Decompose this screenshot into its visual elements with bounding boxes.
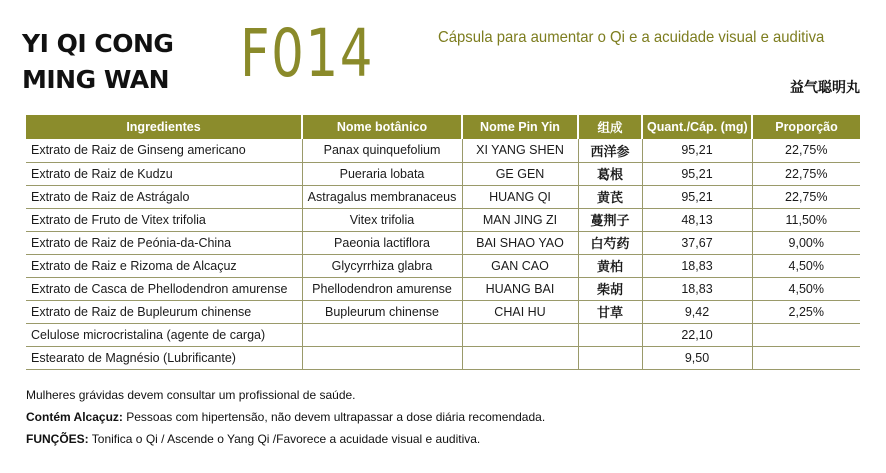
botanical-cell: Bupleurum chinense: [302, 300, 462, 323]
chinese-cell: 西洋参: [578, 139, 642, 162]
proportion-cell: 4,50%: [752, 254, 860, 277]
pinyin-cell: XI YANG SHEN: [462, 139, 578, 162]
column-header-botanical-name: Nome botânico: [302, 115, 462, 139]
column-header-pinyin-name: Nome Pin Yin: [462, 115, 578, 139]
botanical-cell: Phellodendron amurense: [302, 277, 462, 300]
botanical-cell: Glycyrrhiza glabra: [302, 254, 462, 277]
pinyin-cell: HUANG QI: [462, 185, 578, 208]
quantity-cell: 48,13: [642, 208, 752, 231]
ingredient-cell: Extrato de Casca de Phellodendron amurense: [26, 277, 302, 300]
table-row: [26, 277, 860, 300]
pinyin-cell: GAN CAO: [462, 254, 578, 277]
functions-label: FUNÇÕES:: [26, 432, 89, 446]
table-row: [26, 139, 860, 162]
botanical-cell: [302, 346, 462, 369]
pregnancy-warning: Mulheres grávidas devem consultar um profissional de saúde.: [26, 388, 356, 402]
column-header-chinese: 组成: [578, 115, 642, 139]
ingredient-cell: Extrato de Raiz e Rizoma de Alcaçuz: [26, 254, 302, 277]
botanical-cell: Astragalus membranaceus: [302, 185, 462, 208]
ingredient-cell: Extrato de Raiz de Bupleurum chinense: [26, 300, 302, 323]
quantity-cell: 95,21: [642, 139, 752, 162]
chinese-cell: 甘草: [578, 300, 642, 323]
notes-section: [26, 384, 545, 450]
chinese-cell: 葛根: [578, 162, 642, 185]
licorice-warning-label: Contém Alcaçuz:: [26, 410, 123, 424]
chinese-product-name: 益气聪明丸: [790, 80, 860, 96]
quantity-cell: 9,42: [642, 300, 752, 323]
chinese-cell: 黄柏: [578, 254, 642, 277]
ingredient-cell: Celulose microcristalina (agente de carga): [26, 323, 302, 346]
table-row: [26, 208, 860, 231]
pinyin-cell: GE GEN: [462, 162, 578, 185]
column-header-ingredients: Ingredientes: [26, 115, 302, 139]
proportion-cell: [752, 346, 860, 369]
table-row: [26, 231, 860, 254]
proportion-cell: 22,75%: [752, 139, 860, 162]
chinese-cell: 蔓荆子: [578, 208, 642, 231]
proportion-cell: 22,75%: [752, 162, 860, 185]
product-subtitle: Cápsula para aumentar o Qi e a acuidade visual e auditiva: [438, 29, 825, 46]
pinyin-cell: [462, 323, 578, 346]
licorice-warning: [26, 406, 545, 428]
proportion-cell: 4,50%: [752, 277, 860, 300]
proportion-cell: [752, 323, 860, 346]
quantity-cell: 18,83: [642, 277, 752, 300]
licorice-warning-text: Pessoas com hipertensão, não devem ultrapassar a dose diária recomendada.: [122, 410, 546, 424]
quantity-cell: 9,50: [642, 346, 752, 369]
proportion-cell: 9,00%: [752, 231, 860, 254]
chinese-cell: 黄芪: [578, 185, 642, 208]
quantity-cell: 18,83: [642, 254, 752, 277]
ingredient-cell: Extrato de Raiz de Ginseng americano: [26, 139, 302, 162]
botanical-cell: Vitex trifolia: [302, 208, 462, 231]
ingredient-cell: Extrato de Fruto de Vitex trifolia: [26, 208, 302, 231]
chinese-cell: 柴胡: [578, 277, 642, 300]
table-row: [26, 346, 860, 369]
functions-text: Tonifica o Qi / Ascende o Yang Qi /Favorece a acuidade visual e auditiva.: [88, 432, 481, 446]
product-code: F014: [240, 15, 375, 92]
proportion-cell: 22,75%: [752, 185, 860, 208]
ingredients-table: [26, 115, 860, 370]
botanical-cell: Paeonia lactiflora: [302, 231, 462, 254]
table-row: [26, 300, 860, 323]
chinese-cell: [578, 323, 642, 346]
product-title: YI QI CONG MING WAN: [22, 29, 174, 94]
column-header-quantity: Quant./Cáp. (mg): [642, 115, 752, 139]
table-row: [26, 162, 860, 185]
pinyin-cell: BAI SHAO YAO: [462, 231, 578, 254]
botanical-cell: [302, 323, 462, 346]
ingredient-cell: Estearato de Magnésio (Lubrificante): [26, 346, 302, 369]
quantity-cell: 37,67: [642, 231, 752, 254]
pinyin-cell: CHAI HU: [462, 300, 578, 323]
functions-note: [26, 428, 545, 450]
table-row: [26, 254, 860, 277]
ingredient-cell: Extrato de Raiz de Peónia-da-China: [26, 231, 302, 254]
pinyin-cell: [462, 346, 578, 369]
table-row: [26, 323, 860, 346]
botanical-cell: Panax quinquefolium: [302, 139, 462, 162]
proportion-cell: 2,25%: [752, 300, 860, 323]
chinese-cell: 白芍药: [578, 231, 642, 254]
quantity-cell: 95,21: [642, 185, 752, 208]
quantity-cell: 22,10: [642, 323, 752, 346]
quantity-cell: 95,21: [642, 162, 752, 185]
ingredient-cell: Extrato de Raiz de Kudzu: [26, 162, 302, 185]
pinyin-cell: MAN JING ZI: [462, 208, 578, 231]
pinyin-cell: HUANG BAI: [462, 277, 578, 300]
table-header-row: [26, 115, 860, 139]
column-header-proportion: Proporção: [752, 115, 860, 139]
botanical-cell: Pueraria lobata: [302, 162, 462, 185]
ingredient-cell: Extrato de Raiz de Astrágalo: [26, 185, 302, 208]
proportion-cell: 11,50%: [752, 208, 860, 231]
table-row: [26, 185, 860, 208]
chinese-cell: [578, 346, 642, 369]
